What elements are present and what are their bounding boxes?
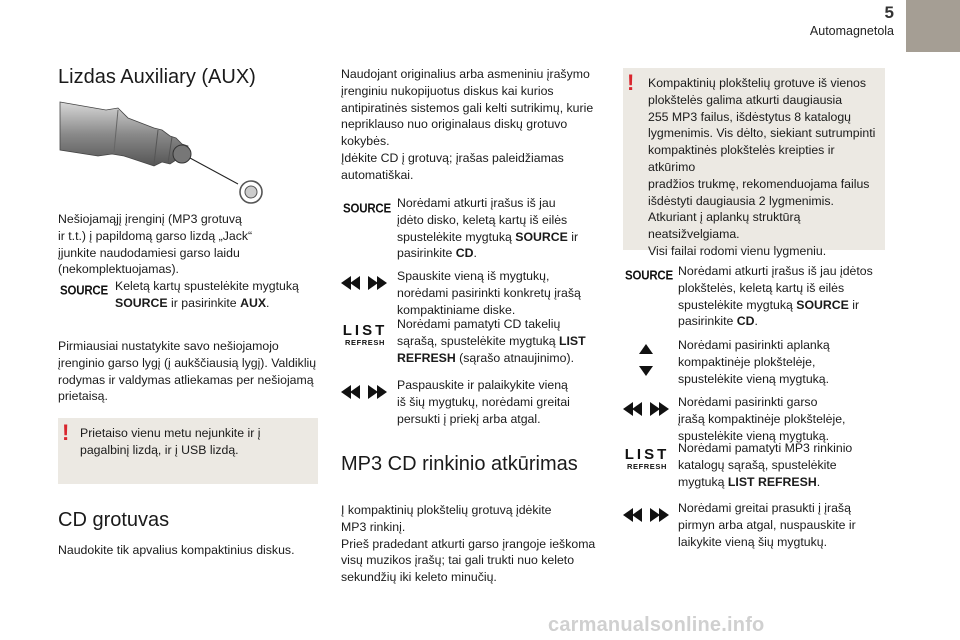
aux-volume-text: Pirmiausiai nustatykite savo nešiojamojo įrenginio garso lygį (į aukščiausią lygį). Valdiklių rodymas ir valdymas atliekamas per nešiojamą prietaisą.	[58, 339, 317, 404]
mp3-step-folder: Norėdami pasirinkti aplanką kompaktinėje plokštelėje, spustelėkite vieną mygtuką.	[678, 338, 830, 386]
prev-next-track-icon	[341, 276, 387, 290]
list-refresh-icon: LIST REFRESH	[624, 446, 670, 471]
cd-step-source: Norėdami atkurti įrašus iš jau įdėto disko, keletą kartų iš eilės spustelėkite mygtuką SOURCE ir pasirinkite CD.	[397, 196, 579, 261]
warning-icon: !	[627, 70, 635, 95]
mp3-title: MP3 CD rinkinio atkūrimas	[341, 453, 578, 475]
section-title: Automagnetola	[809, 24, 894, 38]
fast-forward-rewind-icon	[623, 508, 669, 522]
mp3-step-list: Norėdami pamatyti MP3 rinkinio katalogų sąrašą, spustelėkite mygtuką LIST REFRESH.	[678, 441, 853, 489]
cd-title: CD grotuvas	[58, 509, 170, 531]
up-down-folder-icon	[639, 344, 653, 376]
mp3-step-source: Norėdami atkurti įrašus iš jau įdėtos plokštelės, keletą kartų iš eilės spustelėkite mygtuką SOURCE ir pasirinkite CD.	[678, 264, 873, 329]
aux-title: Lizdas Auxiliary (AUX)	[58, 66, 256, 88]
jack-plug-icon	[58, 100, 273, 210]
page-tab	[906, 0, 960, 52]
watermark: carmanualsonline.info	[548, 614, 765, 636]
cd-step-list: Norėdami pamatyti CD takelių sąrašą, spustelėkite mygtuką LIST REFRESH (sąrašo atnaujinimo).	[397, 317, 586, 365]
aux-source-step: Keletą kartų spustelėkite mygtuką SOURCE ir pasirinkite AUX.	[115, 279, 299, 310]
cd-body: Naudokite tik apvalius kompaktinius diskus.	[58, 543, 295, 557]
warning-icon: !	[62, 420, 70, 445]
fast-forward-rewind-icon	[341, 385, 387, 399]
cd-copy-protection-text: Naudojant originalius arba asmeniniu įrašymo įrenginiu nukopijuotus diskus kai kurios antipiratinės sistemos gali kelti sutrikimų, kurie nepriklauso nuo originalaus diskų grotuvo kokybės. Įdėkite CD į grotuvą; įrašas paleidžiamas automatiškai.	[341, 67, 594, 182]
prev-next-track-icon	[623, 402, 669, 416]
aux-warning-box: ! Prietaiso vienu metu nejunkite ir į pagalbinį lizdą, ir į USB lizdą.	[58, 418, 318, 484]
cd-step-fast-seek: Paspauskite ir palaikykite vieną iš šių mygtukų, norėdami greitai persukti į priekį arba atgal.	[397, 378, 570, 426]
mp3-warning-box: ! Kompaktinių plokštelių grotuve iš vienos plokštelės galima atkurti daugiausia 255 MP3 failus, išdėstytus 8 katalogų lygmenimis. Vis dėlto, siekiant sutrumpinti kompaktinės plokštelės kreipties ir atkūrimo pradžios trukmę, rekomenduojama failus išdėstyti daugiausia 2 lygmenimis. Atkuriant į aplankų struktūrą neatsižvelgiama. Visi failai rodomi vienu lygmeniu.	[623, 68, 885, 250]
source-button-icon: SOURCE	[60, 284, 109, 298]
source-button-icon: SOURCE	[343, 202, 392, 216]
page-number: 5	[884, 3, 894, 22]
aux-intro: Nešiojamąjį įrenginį (MP3 grotuvą ir t.t.) į papildomą garso lizdą „Jack“ įjunkite naudodamiesi garso laidu (nekomplektuojamas).	[58, 212, 253, 277]
list-refresh-icon: LIST REFRESH	[342, 322, 388, 347]
mp3-body: Į kompaktinių plokštelių grotuvą įdėkite MP3 rinkinį. Prieš pradedant atkurti garso įrangoje ieškoma visų muzikos įrašų; tai gali trukti nuo keleto sekundžių iki keleto minučių.	[341, 503, 596, 585]
source-button-icon: SOURCE	[625, 269, 674, 283]
mp3-step-fast-seek: Norėdami greitai prasukti į įrašą pirmyn arba atgal, nuspauskite ir laikykite vieną šių mygtukų.	[678, 501, 856, 549]
cd-step-select-track: Spauskite vieną iš mygtukų, norėdami pasirinkti konkretų įrašą kompaktiniame diske.	[397, 269, 581, 317]
mp3-step-track: Norėdami pasirinkti garso įrašą kompaktinėje plokštelėje, spustelėkite vieną mygtuką.	[678, 395, 846, 443]
